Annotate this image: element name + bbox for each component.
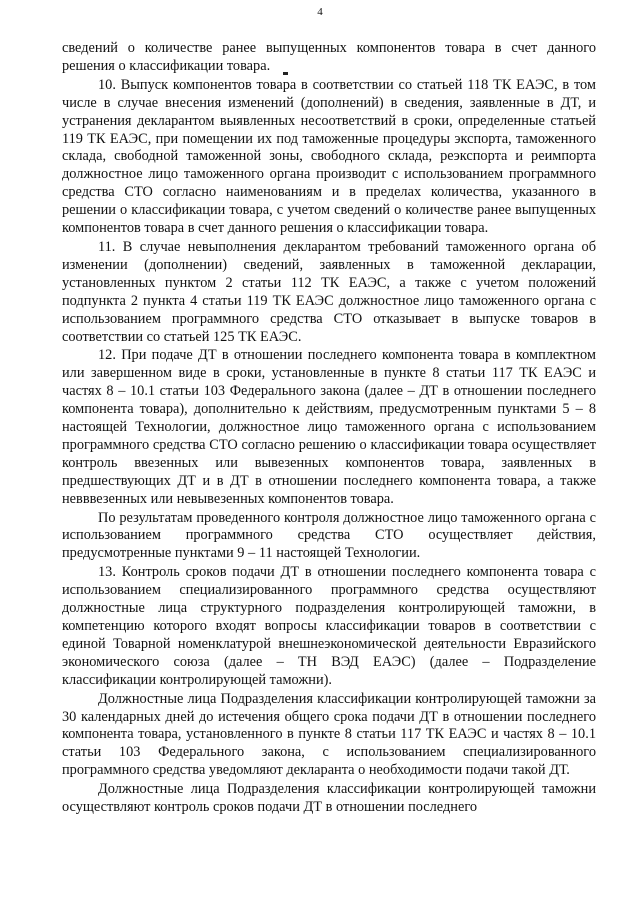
scan-mark xyxy=(283,72,288,75)
paragraph-notification: Должностные лица Подразделения классификации контролирующей таможни за 30 календарных дней до истечения общего срока подачи ДТ в отношении последнего компонента товара, установленного в пункте 8 статьи 117 ТК ЕАЭС и частях 8 – 10.1 статьи 103 Федерального закона, с использованием специализированного программного средства уведомляют декларанта о необходимости подачи такой ДТ. xyxy=(62,690,596,779)
paragraph-continuation: сведений о количестве ранее выпущенных компонентов товара в счет данного решения о классификации товара. xyxy=(62,40,596,74)
paragraph-item-13: 13. Контроль сроков подачи ДТ в отношении последнего компонента товара с использованием специализированного программного средства осуществляют должностные лица структурного подразделения контролирующей таможни, в компетенцию которого входят вопросы классификации товаров в соответствии с единой Товарной номенклатурой внешнеэкономической деятельности Евразийского экономического союза (далее – ТН ВЭД ЕАЭС) (далее – Подразделение классификации контролирующей таможни). xyxy=(62,564,596,688)
paragraph-deadline-control: Должностные лица Подразделения классификации контролирующей таможни осуществляют контроль сроков подачи ДТ в отношении последнего xyxy=(62,781,596,816)
paragraph-item-12: 12. При подаче ДТ в отношении последнего компонента товара в комплектном или завершенном виде в сроки, установленные в пункте 8 статьи 117 ТК ЕАЭС и частях 8 – 10.1 статьи 103 Федерального закона (далее – ДТ в отношении последнего компонента товара), дополнительно к действиям, предусмотренным пунктами 5 – 8 настоящей Технологии, должностное лицо таможенного органа с использованием программного средства СТО согласно решению о классификации товара осуществляет контроль ввезенных или вывезенных компонентов товара, заявленных в предшествующих ДТ и в ДТ в отношении последнего компонента товара, а также невввезенных или невывезенных компонентов товара. xyxy=(62,347,596,507)
paragraph-item-11: 11. В случае невыполнения декларантом требований таможенного органа об изменении (дополнении) сведений, заявленных в таможенной декларации, установленных пунктом 2 статьи 112 ТК ЕАЭС, а также с учетом положений подпункта 2 пункта 4 статьи 119 ТК ЕАЭС должностное лицо таможенного органа с использованием программного средства СТО отказывает в выпуске товаров в соответствии со статьей 125 ТК ЕАЭС. xyxy=(62,238,596,345)
paragraph-item-10: 10. Выпуск компонентов товара в соответствии со статьей 118 ТК ЕАЭС, в том числе в случае внесения изменений (дополнений) в сведения, заявленные в ДТ, и устранения декларантом выявленных несоответствий в сроки, определенные статьей 119 ТК ЕАЭС, при помещении их под таможенные процедуры экспорта, таможенного склада, свободной таможенной зоны, свободного склада, реэкспорта и реимпорта должностное лицо таможенного органа производит с использованием программного средства СТО согласно наименованиям и в пределах количества, указанного в решении о классификации товара, с учетом сведений о количестве ранее выпущенных компонентов товара в счет данного решения о классификации товара. xyxy=(62,76,596,237)
document-body xyxy=(62,40,596,817)
paragraph-control-results: По результатам проведенного контроля должностное лицо таможенного органа с использованием программного средства СТО осуществляет действия, предусмотренные пунктами 9 – 11 настоящей Технологии. xyxy=(62,509,596,562)
page-number: 4 xyxy=(317,6,323,18)
